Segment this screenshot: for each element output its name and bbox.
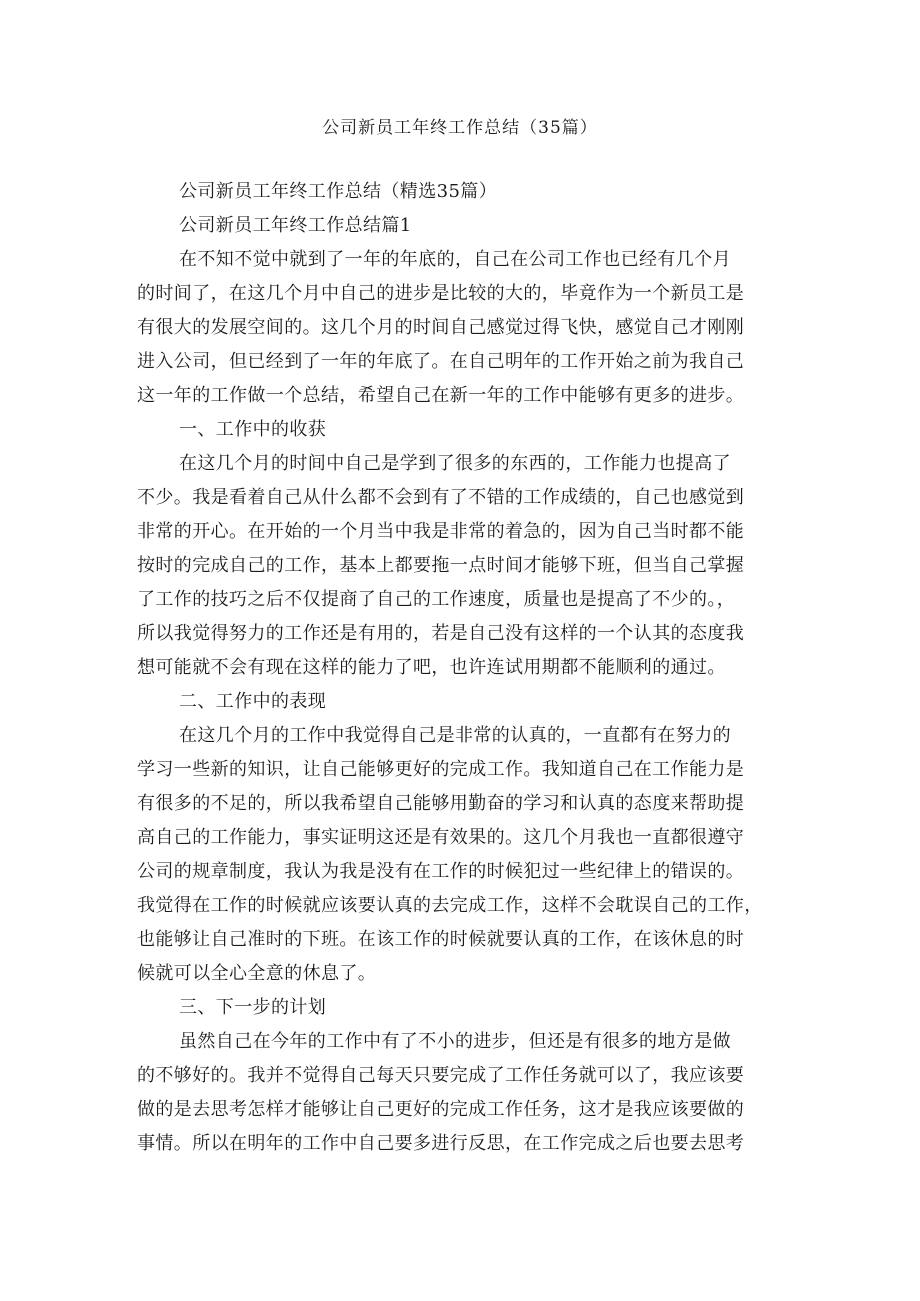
paragraph-line: 在不知不觉中就到了一年的年底的，自己在公司工作也已经有几个月 [179, 249, 731, 270]
paragraph-line: 高自己的工作能力，事实证明这还是有效果的。这几个月我也一直都很遵守 [137, 827, 745, 848]
section-heading: 一、工作中的收获 [179, 419, 327, 440]
paragraph-line: 做的是去思考怎样才能够让自己更好的完成工作任务，这才是我应该要做的 [137, 1099, 745, 1120]
subtitle: 公司新员工年终工作总结（精选35篇） [179, 181, 498, 202]
paragraph-line: 虽然自己在今年的工作中有了不小的进步，但还是有很多的地方是做 [179, 1031, 731, 1052]
paragraph-line: 想可能就不会有现在这样的能力了吧，也许连试用期都不能顺利的通过。 [137, 657, 726, 678]
paragraph-line: 不少。我是看着自己从什么都不会到有了不错的工作成绩的，自己也感觉到 [137, 487, 745, 508]
article-title: 公司新员工年终工作总结篇1 [179, 215, 412, 236]
paragraph-line: 这一年的工作做一个总结，希望自己在新一年的工作中能够有更多的进步。 [137, 385, 745, 406]
paragraph-line: 有很多的不足的，所以我希望自己能够用勤奋的学习和认真的态度来帮助提 [137, 793, 745, 814]
paragraph-line: 在这几个月的时间中自己是学到了很多的东西的，工作能力也提高了 [179, 453, 731, 474]
paragraph-line: 所以我觉得努力的工作还是有用的，若是自己没有这样的一个认其的态度我 [137, 623, 745, 644]
paragraph-line: 按时的完成自己的工作，基本上都要拖一点时间才能够下班，但当自己掌握 [137, 555, 745, 576]
paragraph-line: 学习一些新的知识，让自己能够更好的完成工作。我知道自己在工作能力是 [137, 759, 745, 780]
paragraph-line: 了工作的技巧之后不仅提商了自己的工作速度，质量也是提高了不少的。， [137, 589, 736, 610]
paragraph-line: 事情。所以在明年的工作中自己要多进行反思，在工作完成之后也要去思考 [137, 1133, 745, 1154]
paragraph-line: 的不够好的。我并不觉得自己每天只要完成了工作任务就可以了，我应该要 [137, 1065, 745, 1086]
section-heading: 二、工作中的表现 [179, 691, 327, 712]
paragraph-line: 我觉得在工作的时候就应该要认真的去完成工作，这样不会耽误自己的工作， [137, 895, 763, 916]
paragraph-line: 公司的规章制度，我认为我是没有在工作的时候犯过一些纪律上的错误的。 [137, 861, 745, 882]
paragraph-line: 的时间了，在这几个月中自己的进步是比较的大的，毕竟作为一个新员工是 [137, 283, 745, 304]
document-title: 公司新员工年终工作总结（35篇） [322, 118, 598, 138]
document-body [137, 175, 792, 1161]
paragraph-line: 进入公司，但已经到了一年的年底了。在自己明年的工作开始之前为我自己 [137, 351, 745, 372]
paragraph-line: 候就可以全心全意的休息了。 [137, 963, 377, 984]
paragraph-line: 在这几个月的工作中我觉得自己是非常的认真的，一直都有在努力的 [179, 725, 731, 746]
paragraph-line: 非常的开心。在开始的一个月当中我是非常的着急的，因为自己当时都不能 [137, 521, 745, 542]
paragraph-line: 有很大的发展空间的。这几个月的时间自己感觉过得飞快，感觉自己才刚刚 [137, 317, 745, 338]
paragraph-line: 也能够让自己准时的下班。在该工作的时候就要认真的工作，在该休息的时 [137, 929, 745, 950]
section-heading: 三、下一步的计划 [179, 997, 327, 1018]
